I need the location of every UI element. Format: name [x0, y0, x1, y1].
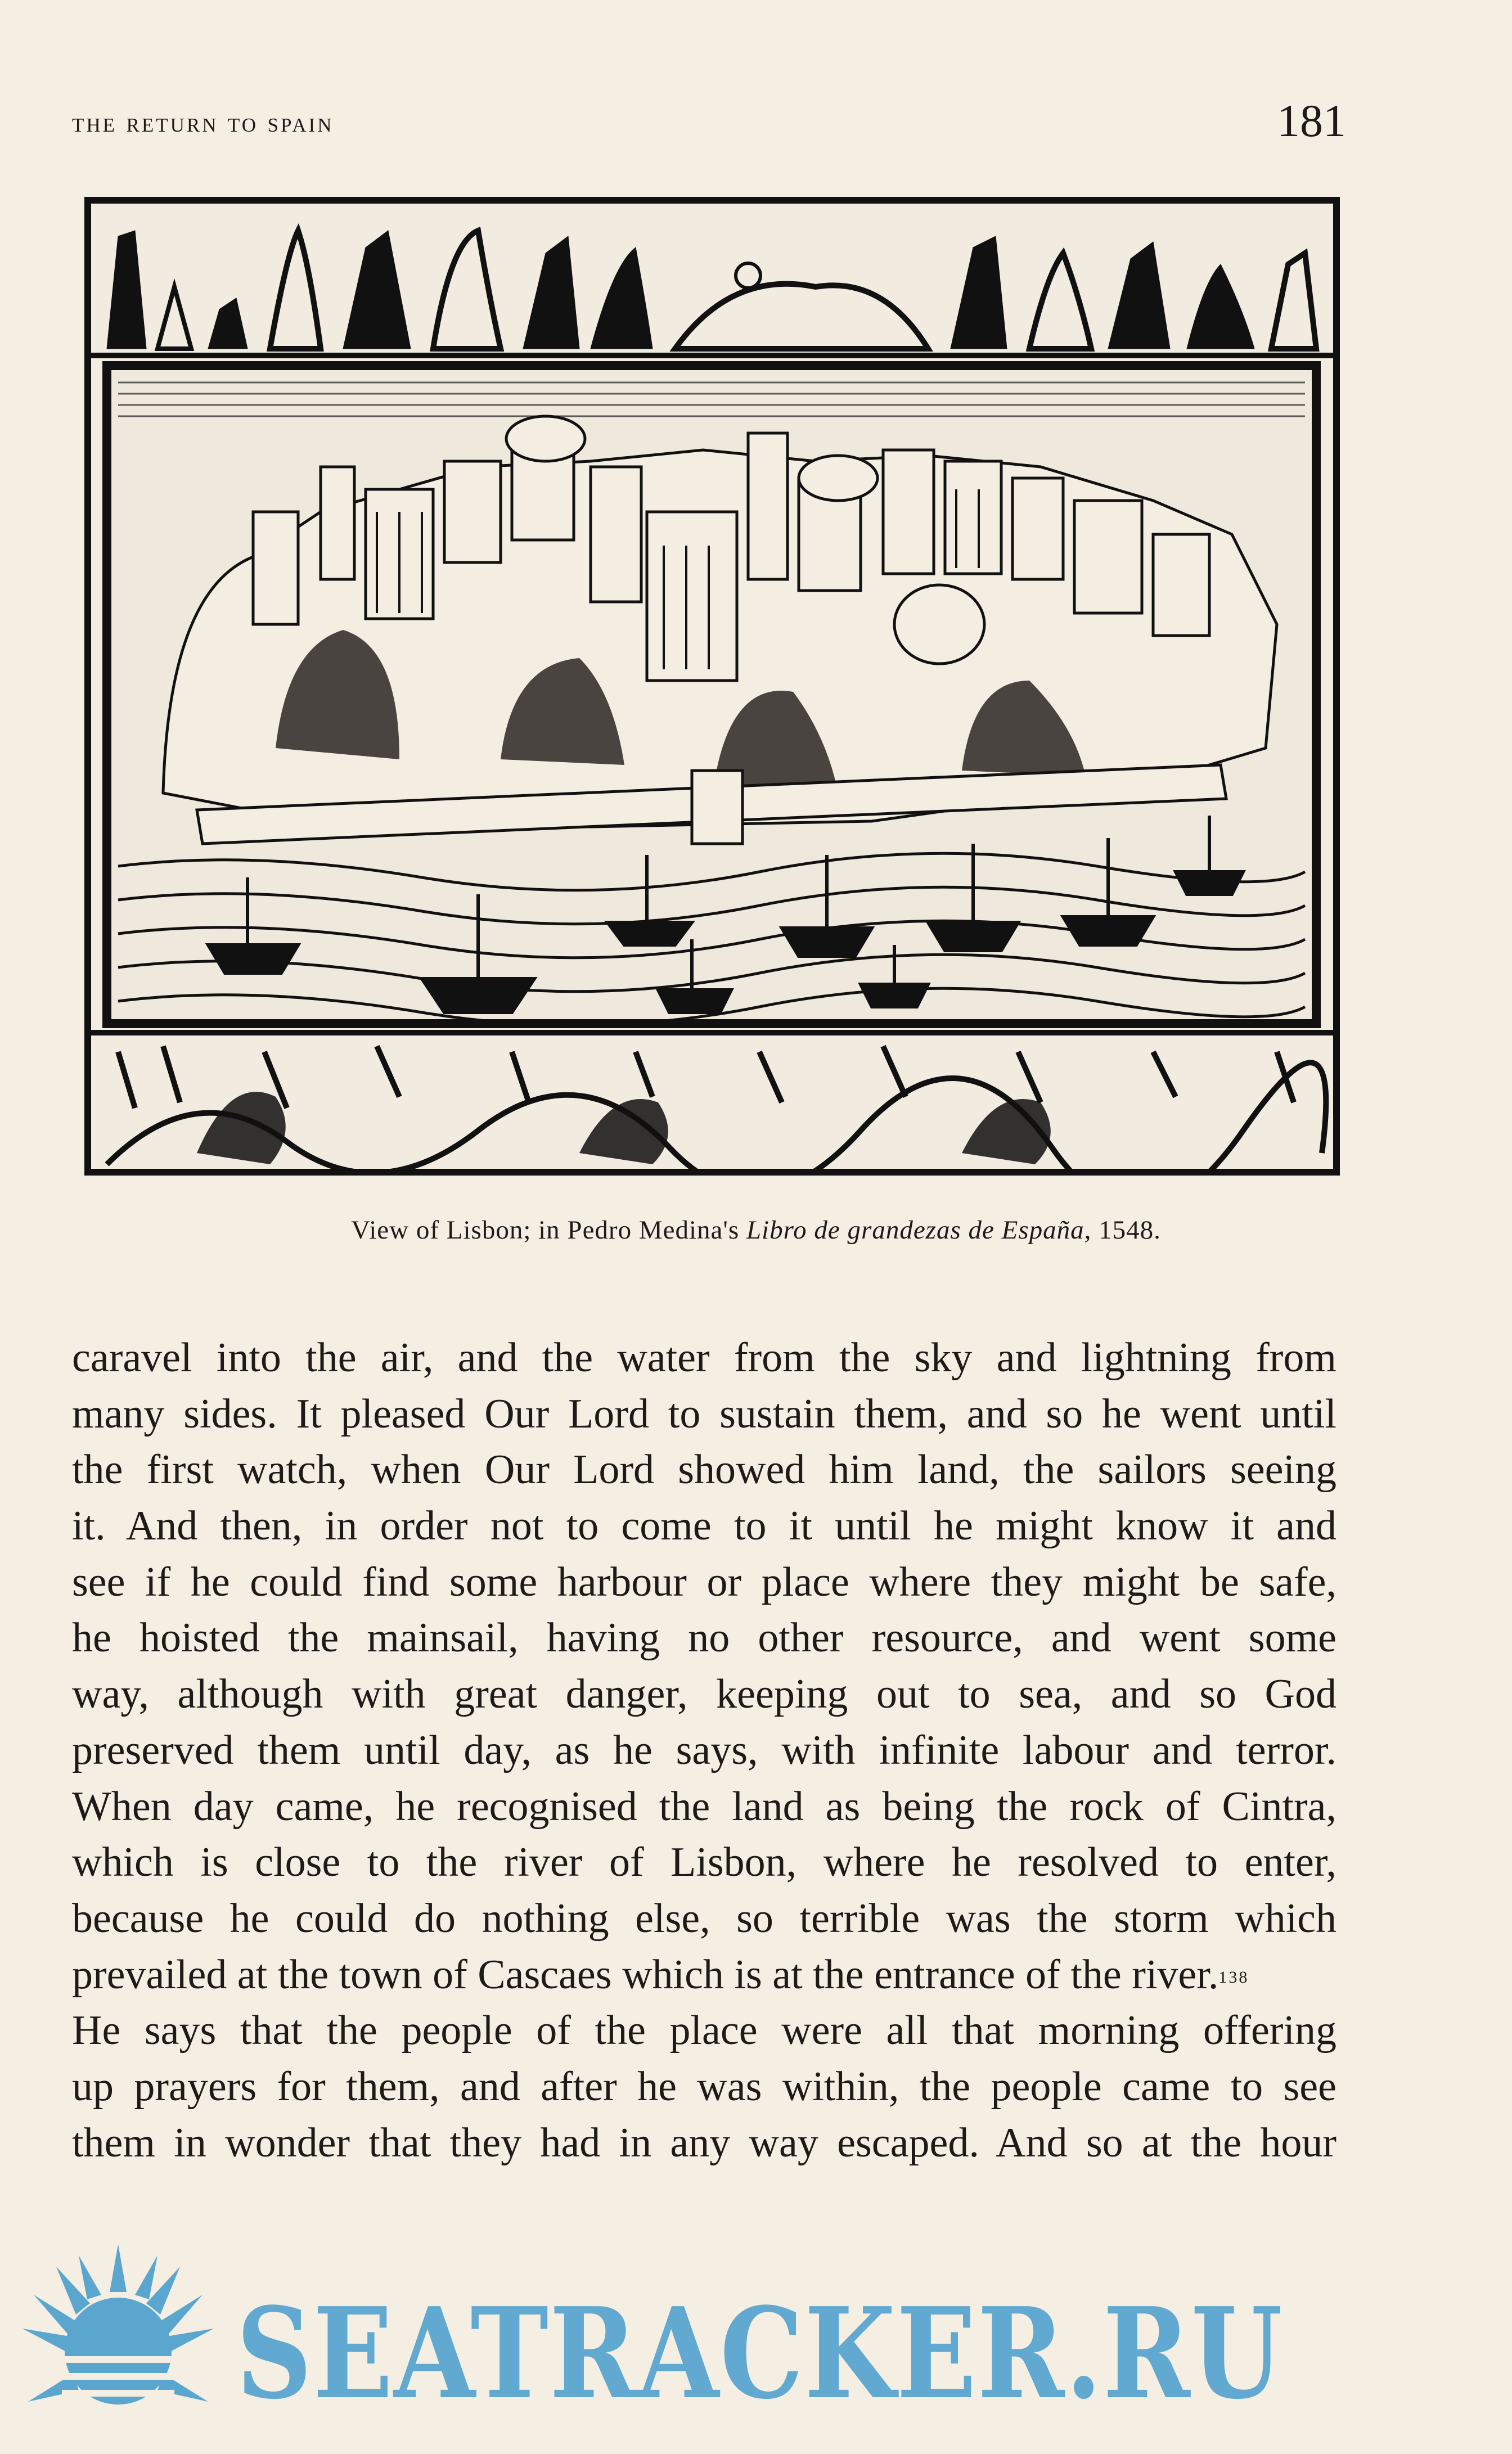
running-head: the return to spain [72, 106, 334, 138]
text-line: it. And then, in order not to come to it until he might know it and [72, 1503, 1336, 1550]
watermark-text: SEATRACKER.RU [236, 2281, 1284, 2427]
watermark [0, 2227, 1512, 2454]
caption-book-title: Libro de grandezas de España, [746, 1215, 1092, 1245]
text-line: because he could do nothing else, so terrible was the storm which [72, 1895, 1336, 1942]
text-line: prevailed at the town of Cascaes which is at the entrance of the river. [72, 1951, 1219, 1998]
page-number: 181 [1277, 95, 1346, 146]
text-line: many sides. It pleased Our Lord to sustain them, and so he went until [72, 1390, 1336, 1437]
text-line: the first watch, when Our Lord showed him land, the sailors seeing [72, 1447, 1336, 1493]
caption-suffix: 1548. [1091, 1215, 1161, 1245]
sun-icon [17, 2233, 219, 2447]
footnote-reference[interactable]: 138 [1218, 1967, 1249, 1987]
lisbon-woodcut-illustration [84, 197, 1340, 1176]
text-line: them in wonder that they had in any way escaped. And so at the hour [72, 2119, 1336, 2166]
text-line: preserved them until day, as he says, with infinite labour and terror. [72, 1727, 1336, 1773]
caption-prefix: View of Lisbon; in Pedro Medina's [351, 1215, 746, 1245]
body-text [72, 1330, 1336, 2171]
text-line: up prayers for them, and after he was within, the people came to see [72, 2063, 1336, 2110]
text-line: which is close to the river of Lisbon, where he resolved to enter, [72, 1839, 1336, 1886]
text-line: When day came, he recognised the land as being the rock of Cintra, [72, 1783, 1336, 1830]
text-line: caravel into the air, and the water from the sky and lightning from [72, 1335, 1336, 1381]
woodcut-drawing [84, 197, 1340, 1176]
text-line: he hoisted the mainsail, having no other resource, and went some [72, 1615, 1336, 1661]
text-line: He says that the people of the place were all that morning offering [72, 2007, 1336, 2054]
text-line: see if he could find some harbour or place where they might be safe, [72, 1559, 1336, 1605]
text-line: way, although with great danger, keeping out to sea, and so God [72, 1671, 1336, 1718]
figure-caption [0, 1215, 1512, 1245]
text-line-with-footnote [72, 1947, 1336, 2003]
